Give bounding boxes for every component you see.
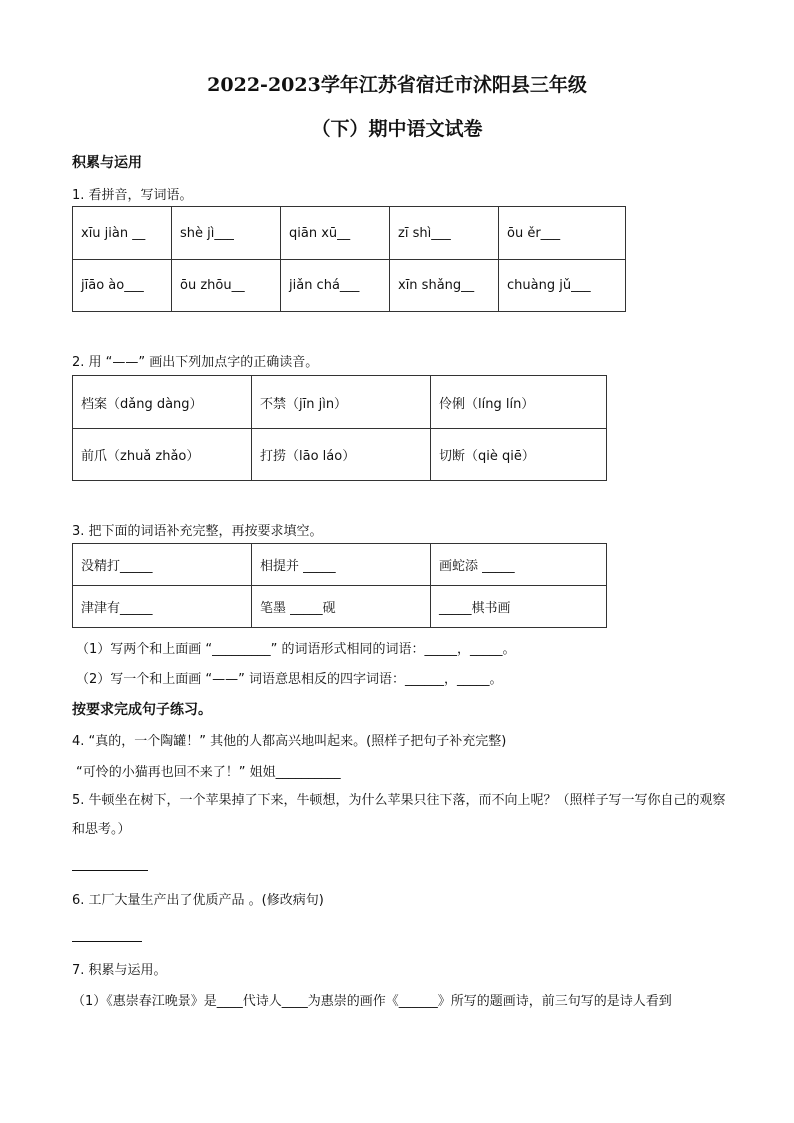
question-1-prompt: 1. 看拼音，写词语。 (72, 188, 193, 203)
idiom-cell: _____棋书画 (431, 586, 607, 628)
exam-title-line-1: 2022-2023学年江苏省宿迁市沭阳县三年级 (207, 74, 587, 96)
question-4-answer-line: “可怜的小猫再也回不来了！” 姐姐__________ (76, 765, 341, 780)
pinyin-table (72, 206, 626, 312)
question-5-prompt: 5. 牛顿坐在树下，一个苹果掉了下来，牛顿想，为什么苹果只往下落，而不向上呢？（照样子写一写你自己的观察和思考。） (72, 793, 726, 837)
pinyin-cell: ōu ěr___ (499, 207, 626, 260)
pronunciation-table (72, 375, 607, 481)
pinyin-cell: qiān xū__ (281, 207, 390, 260)
idiom-cell: 相提并 _____ (252, 544, 431, 586)
section-heading-sentences: 按要求完成句子练习。 (72, 702, 212, 718)
pinyin-cell: zī shì___ (390, 207, 499, 260)
idiom-cell: 没精打_____ (73, 544, 252, 586)
exam-title-line-2: （下）期中语文试卷 (311, 118, 483, 140)
pronunciation-cell: 档案（dǎng dàng） (73, 376, 252, 429)
pinyin-cell: chuàng jǔ___ (499, 260, 626, 312)
pinyin-cell: ōu zhōu__ (172, 260, 281, 312)
pinyin-cell: jīāo ào___ (73, 260, 172, 312)
idiom-table (72, 543, 607, 628)
question-3-sub-2: （2）写一个和上面画 “——” 词语意思相反的四字词语：______，_____。 (76, 672, 503, 687)
question-4-prompt: 4. “真的，一个陶罐！” 其他的人都高兴地叫起来。(照样子把句子补充完整) (72, 734, 507, 749)
question-3-sub-1: （1）写两个和上面画 “_________” 的词语形式相同的词语：_____，_____。 (76, 642, 516, 657)
pinyin-cell: shè jì___ (172, 207, 281, 260)
question-7-prompt: 7. 积累与运用。 (72, 963, 167, 978)
question-3-prompt: 3. 把下面的词语补充完整，再按要求填空。 (72, 524, 323, 539)
pronunciation-cell: 伶俐（líng lín） (431, 376, 607, 429)
pronunciation-cell: 打捞（lāo láo） (252, 429, 431, 481)
pronunciation-cell: 前爪（zhuǎ zhǎo） (73, 429, 252, 481)
pronunciation-cell: 切断（qiè qiē） (431, 429, 607, 481)
idiom-cell: 津津有_____ (73, 586, 252, 628)
question-6-prompt: 6. 工厂大量生产出了优质产品 。(修改病句) (72, 893, 324, 908)
pinyin-cell: jiǎn chá___ (281, 260, 390, 312)
pinyin-cell: xīn shǎng__ (390, 260, 499, 312)
pronunciation-cell: 不禁（jīn jìn） (252, 376, 431, 429)
pinyin-cell: xīu jiàn __ (73, 207, 172, 260)
question-6-answer-blank (72, 941, 142, 942)
question-2-prompt: 2. 用 “——” 画出下列加点字的正确读音。 (72, 355, 319, 370)
question-7-sub-1: （1）《惠崇春江晚景》是____代诗人____为惠崇的画作《______》所写的题画诗，前三句写的是诗人看到 (72, 994, 672, 1009)
section-heading-accumulation: 积累与运用 (72, 155, 142, 171)
idiom-cell: 笔墨 _____砚 (252, 586, 431, 628)
idiom-cell: 画蛇添 _____ (431, 544, 607, 586)
question-5-answer-blank (72, 870, 148, 871)
